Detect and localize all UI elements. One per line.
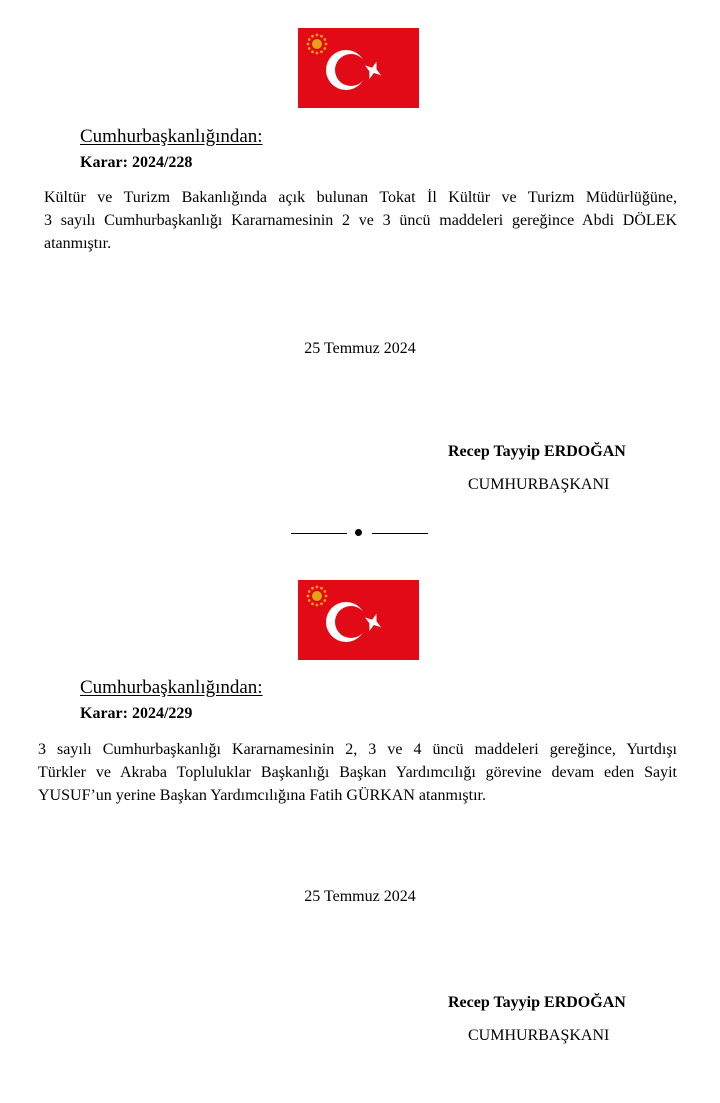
- signatory-name: Recep Tayyip ERDOĞAN: [448, 443, 626, 460]
- turkish-flag-emblem: [298, 28, 419, 108]
- body-line: 3 sayılı Cumhurbaşkanlığı Kararnamesinin 2 ve 3 üncü maddeleri gereğince Abdi DÖLEK: [44, 212, 677, 229]
- decision-date: 25 Temmuz 2024: [304, 340, 416, 357]
- issuer-heading: Cumhurbaşkanlığından:: [80, 677, 263, 698]
- section-separator: [291, 525, 429, 541]
- body-line: atanmıştır.: [44, 235, 112, 252]
- decision-body: [44, 186, 677, 255]
- issuer-heading: Cumhurbaşkanlığından:: [80, 126, 263, 147]
- decision-body: [38, 738, 677, 807]
- turkish-flag-emblem: [298, 580, 419, 660]
- decision-number: Karar: 2024/228: [80, 154, 193, 171]
- decision-date: 25 Temmuz 2024: [304, 888, 416, 905]
- signatory-title: CUMHURBAŞKANI: [468, 476, 610, 493]
- separator-dot: [355, 529, 362, 536]
- body-line: Türkler ve Akraba Topluluklar Başkanlığı Başkan Yardımcılığı görevine devam eden Sayit: [38, 764, 677, 781]
- signatory-name: Recep Tayyip ERDOĞAN: [448, 994, 626, 1011]
- body-line: Kültür ve Turizm Bakanlığında açık bulunan Tokat İl Kültür ve Turizm Müdürlüğüne,: [44, 189, 677, 206]
- separator-line: [372, 533, 428, 534]
- body-line: YUSUF’un yerine Başkan Yardımcılığına Fatih GÜRKAN atanmıştır.: [38, 787, 486, 804]
- separator-line: [291, 533, 347, 534]
- signatory-title: CUMHURBAŞKANI: [468, 1027, 610, 1044]
- decision-number: Karar: 2024/229: [80, 705, 193, 722]
- body-line: 3 sayılı Cumhurbaşkanlığı Kararnamesinin 2, 3 ve 4 üncü maddeleri gereğince, Yurtdışı: [38, 741, 677, 758]
